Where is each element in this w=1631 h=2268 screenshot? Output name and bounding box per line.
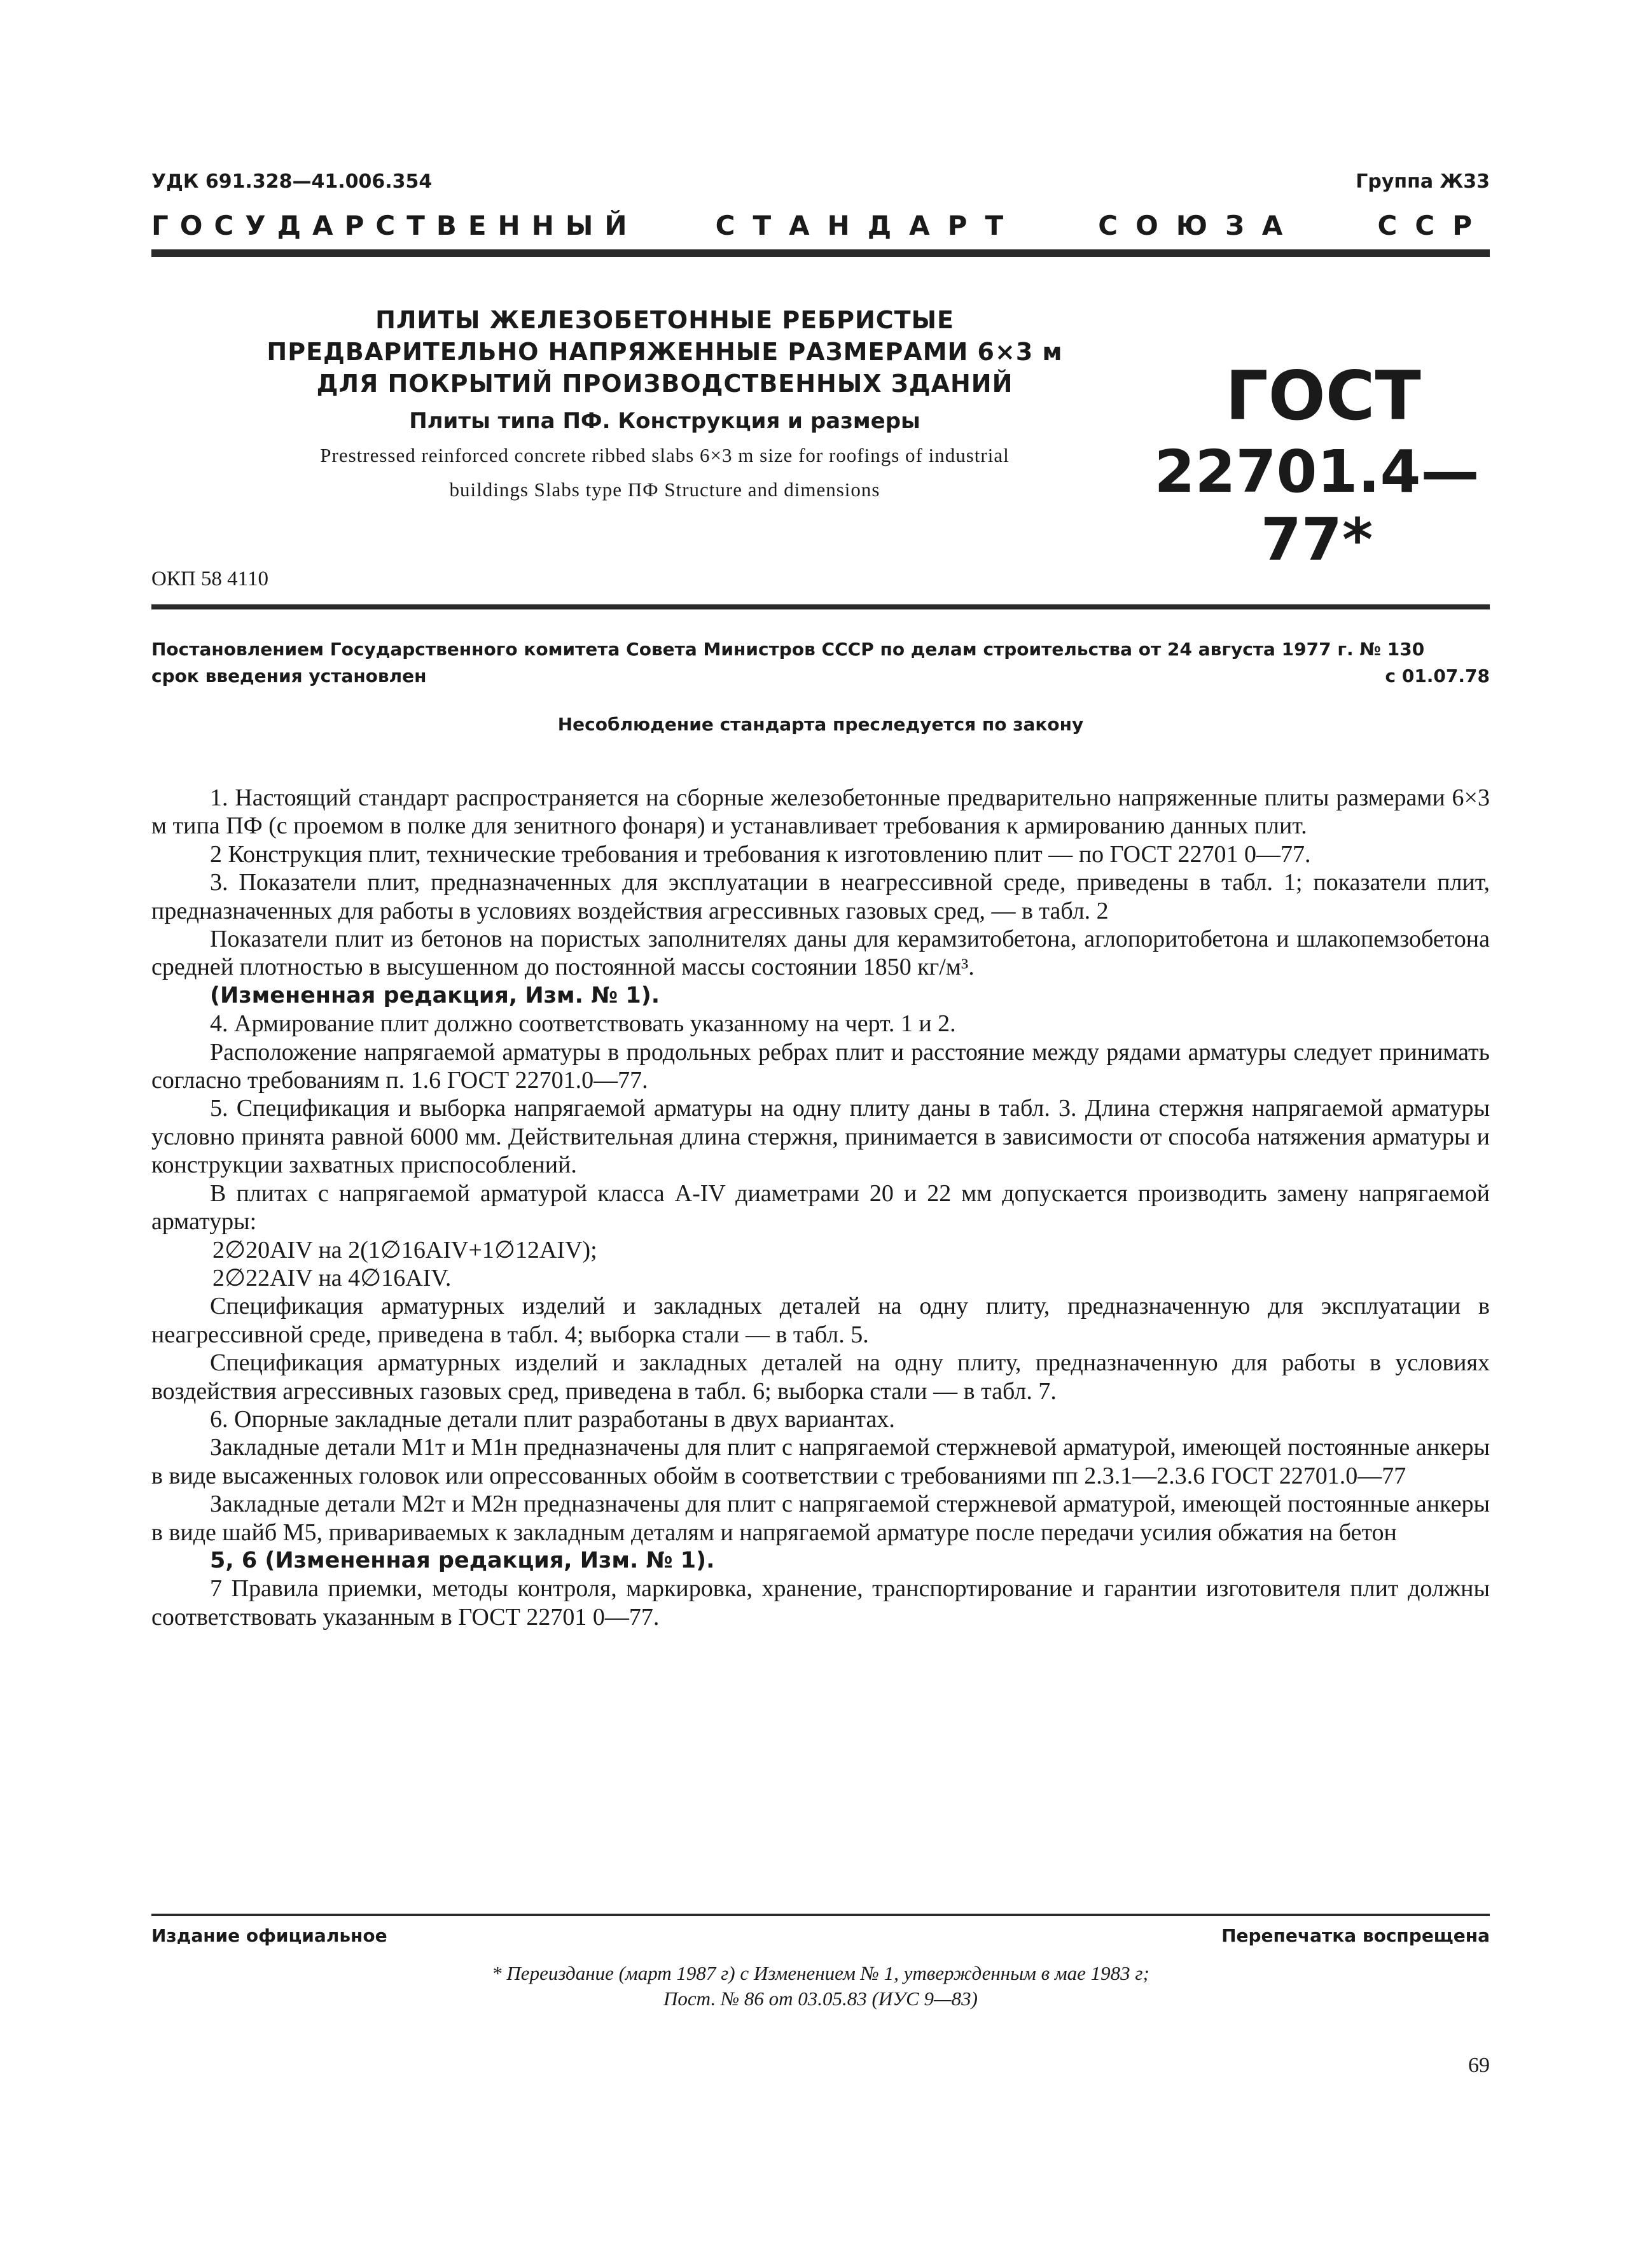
legal-warning: Несоблюдение стандарта преследуется по закону	[557, 714, 1084, 735]
udk-code: УДК 691.328—41.006.354	[151, 170, 433, 193]
header-word-2: СТАНДАРТ	[715, 210, 1022, 241]
title-block	[210, 304, 1120, 503]
title-line-1: ПЛИТЫ ЖЕЛЕЗОБЕТОННЫЕ РЕБРИСТЫЕ	[375, 306, 954, 334]
paragraph-9: Спецификация арматурных изделий и закладных деталей на одну плиту, предназначенную для эксплуатации в неагрессивной среде, приведена в табл. 4; выборка стали — в табл. 5.	[151, 1293, 1490, 1348]
footnote-line-1: * Переиздание (март 1987 г) с Изменением № 1, утвержденным в мае 1983 г;	[492, 1962, 1149, 1984]
decree-effective-label: срок введения установлен	[151, 665, 427, 686]
paragraph-2: 2 Конструкция плит, технические требования и требования к изготовлению плит — по ГОСТ 22701 0—77.	[210, 840, 1311, 868]
decree-line-1: Постановлением Государственного комитета Совета Министров СССР по делам строительства от 24 августа 1977 г. № 130	[151, 639, 1425, 660]
okp-code: ОКП 58 4110	[151, 567, 268, 590]
amendment-note-2: 5, 6 (Измененная редакция, Изм. № 1).	[210, 1547, 715, 1573]
paragraph-14: 7 Правила приемки, методы контроля, маркировка, хранение, транспортирование и гарантии изготовителя плит должны соответствовать указанным в ГОСТ 22701 0—77.	[151, 1575, 1490, 1631]
paragraph-13: Закладные детали М2т и М2н предназначены для плит с напрягаемой стержневой арматурой, имеющей постоянные анкеры в виде шайб М5, привариваемых к закладным деталям и напрягаемой арматуре после передачи усилия обжатия на бетон	[151, 1491, 1490, 1546]
footnote	[151, 1961, 1490, 2012]
gost-number: 22701.4—77*	[1154, 438, 1480, 574]
header-word-4: ССР	[1377, 210, 1490, 241]
paragraph-6: Расположение напрягаемой арматуры в продольных ребрах плит и расстояние между рядами арматуры следует принимать согласно требованиям п. 1.6 ГОСТ 22701.0—77.	[151, 1038, 1490, 1094]
english-title-1: Prestressed reinforced concrete ribbed slabs 6×3 m size for roofings of industrial	[320, 444, 1010, 466]
official-edition-label: Издание официальное	[151, 1925, 387, 1946]
paragraph-5: 4. Армирование плит должно соответствовать указанному на черт. 1 и 2.	[210, 1010, 956, 1038]
footer-divider	[151, 1914, 1490, 1916]
header-word-3: СОЮЗА	[1098, 210, 1301, 241]
decree	[151, 636, 1490, 690]
decree-line-2	[151, 663, 1490, 690]
okp-divider	[151, 604, 1490, 609]
paragraph-4: Показатели плит из бетонов на пористых заполнителях даны для керамзитобетона, аглопоритобетона и шлакопемзобетона средней плотностью в высушенном до постоянной массы состоянии 1850 кг/м³.	[151, 926, 1490, 981]
header-word-1: ГОСУДАРСТВЕННЫЙ	[151, 210, 639, 241]
paragraph-8: В плитах с напрягаемой арматурой класса A-IV диаметрами 20 и 22 мм допускается производить замену напрягаемой арматуры:	[151, 1179, 1490, 1235]
paragraph-11: 6. Опорные закладные детали плит разработаны в двух вариантах.	[210, 1405, 895, 1433]
decree-effective-date: с 01.07.78	[1385, 665, 1490, 686]
page-number: 69	[1468, 2054, 1490, 2077]
header-divider	[151, 249, 1490, 257]
formula-1: 2∅20AIV на 2(1∅16AIV+1∅12AIV);	[212, 1236, 597, 1263]
amendment-note-1: (Измененная редакция, Изм. № 1).	[210, 982, 660, 1008]
gost-label: ГОСТ	[1225, 357, 1421, 435]
title-line-3: ДЛЯ ПОКРЫТИЙ ПРОИЗВОДСТВЕННЫХ ЗДАНИЙ	[316, 370, 1013, 398]
paragraph-7: 5. Спецификация и выборка напрягаемой арматуры на одну плиту даны в табл. 3. Длина стержня напрягаемой арматуры условно принята равной 6000 мм. Действительная длина стержня, принимается в зависимости от способа натяжения арматуры и конструкции захватных приспособлений.	[151, 1095, 1490, 1179]
paragraph-12: Закладные детали М1т и М1н предназначены для плит с напрягаемой стержневой арматурой, имеющей постоянные анкеры в виде высаженных головок или опрессованных обойм в соответствии с требованиями пп 2.3.1—2.3.6 ГОСТ 22701.0—77	[151, 1434, 1490, 1489]
group-code: Группа Ж33	[1356, 170, 1490, 193]
state-standard-header	[151, 210, 1490, 248]
reprint-prohibited-label: Перепечатка воспрещена	[1221, 1925, 1490, 1946]
title-line-2: ПРЕДВАРИТЕЛЬНО НАПРЯЖЕННЫЕ РАЗМЕРАМИ 6×3 м	[267, 338, 1063, 366]
document-body	[151, 784, 1490, 1631]
paragraph-10: Спецификация арматурных изделий и закладных деталей на одну плиту, предназначенную для работы в условиях воздействия агрессивных газовых сред, приведена в табл. 6; выборка стали — в табл. 7.	[151, 1349, 1490, 1405]
formula-2: 2∅22AIV на 4∅16AIV.	[212, 1264, 452, 1291]
english-title-2: buildings Slabs type ПФ Structure and dimensions	[449, 478, 880, 501]
paragraph-3: 3. Показатели плит, предназначенных для эксплуатации в неагрессивной среде, приведены в табл. 1; показатели плит, предназначенных для работы в условиях воздействия агрессивных газовых сред, — в табл. 2	[151, 869, 1490, 924]
footnote-line-2: Пост. № 86 от 03.05.83 (ИУС 9—83)	[663, 1987, 978, 2010]
subtitle: Плиты типа ПФ. Конструкция и размеры	[409, 408, 920, 434]
paragraph-1: 1. Настоящий стандарт распространяется на сборные железобетонные предварительно напряженные плиты размерами 6×3 м типа ПФ (с проемом в полке для зенитного фонаря) и устанавливает требования к армированию данных плит.	[151, 784, 1490, 840]
